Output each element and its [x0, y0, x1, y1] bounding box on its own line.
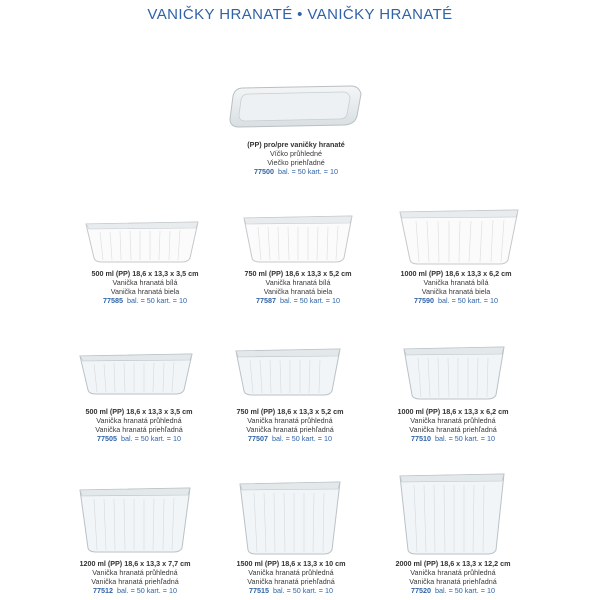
product-caption: [368, 559, 538, 595]
product-pack: bal. = 50 kart. = 10: [273, 586, 333, 595]
page-title: VANIČKY HRANATÉ • VANIČKY HRANATÉ: [147, 6, 453, 23]
product-line1: Vanička hranatá bílá: [265, 278, 331, 287]
product-line1: Vanička hranatá bílá: [112, 278, 178, 287]
product-head: 1000 ml (PP) 18,6 x 13,3 x 6,2 cm: [400, 269, 512, 278]
product-line2: Vanička hranatá priehľadná: [247, 577, 335, 586]
product-line2: Vanička hranatá biela: [110, 287, 180, 296]
lid-pack: bal. = 50 kart. = 10: [278, 167, 338, 176]
product-pack: bal. = 50 kart. = 10: [121, 434, 181, 443]
product-image-77512: [76, 484, 194, 559]
product-image-77505: [76, 350, 196, 401]
product-line1: Vanička hranatá průhledná: [248, 568, 334, 577]
product-caption: [50, 559, 220, 595]
product-caption: [205, 407, 375, 443]
product-code: 77505: [97, 434, 118, 443]
product-head: 500 ml (PP) 18,6 x 13,3 x 3,5 cm: [85, 407, 193, 416]
lid-line1: Víčko průhledné: [270, 149, 322, 158]
product-line1: Vanička hranatá průhledná: [92, 568, 178, 577]
product-line2: Vanička hranatá biela: [263, 287, 333, 296]
product-pack: bal. = 50 kart. = 10: [435, 586, 495, 595]
product-line1: Vanička hranatá průhledná: [96, 416, 182, 425]
product-image-77510: [400, 343, 508, 406]
product-caption: [371, 269, 541, 305]
product-head: 1000 ml (PP) 18,6 x 13,3 x 6,2 cm: [397, 407, 509, 416]
product-code: 77510: [411, 434, 432, 443]
product-head: 750 ml (PP) 18,6 x 13,3 x 5,2 cm: [236, 407, 344, 416]
product-caption: [54, 407, 224, 443]
product-pack: bal. = 50 kart. = 10: [272, 434, 332, 443]
product-line1: Vanička hranatá průhledná: [247, 416, 333, 425]
product-head: 1500 ml (PP) 18,6 x 13,3 x 10 cm: [236, 559, 346, 568]
product-code: 77590: [414, 296, 435, 305]
product-line2: Vanička hranatá priehľadná: [91, 577, 179, 586]
product-code: 77520: [411, 586, 432, 595]
product-image-77507: [232, 345, 344, 402]
lid-image: [225, 82, 365, 132]
product-code: 77512: [93, 586, 114, 595]
product-image-77515: [236, 478, 344, 561]
product-head: 500 ml (PP) 18,6 x 13,3 x 3,5 cm: [91, 269, 199, 278]
product-line2: Vanička hranatá priehľadná: [95, 425, 183, 434]
product-line2: Vanička hranatá priehľadná: [246, 425, 334, 434]
product-line1: Vanička hranatá průhledná: [410, 568, 496, 577]
lid-caption: [211, 140, 381, 176]
product-line1: Vanička hranatá průhledná: [410, 416, 496, 425]
product-image-77590: [396, 206, 522, 271]
product-caption: [206, 559, 376, 595]
product-head: 1200 ml (PP) 18,6 x 13,3 x 7,7 cm: [79, 559, 191, 568]
product-image-77585: [82, 218, 202, 269]
product-code: 77585: [103, 296, 124, 305]
lid-code: 77500: [254, 167, 275, 176]
product-image-77587: [240, 212, 356, 269]
product-pack: bal. = 50 kart. = 10: [127, 296, 187, 305]
product-pack: bal. = 50 kart. = 10: [280, 296, 340, 305]
product-line2: Vanička hranatá priehľadná: [409, 577, 497, 586]
product-code: 77515: [249, 586, 270, 595]
product-line1: Vanička hranatá bílá: [423, 278, 489, 287]
product-pack: bal. = 50 kart. = 10: [117, 586, 177, 595]
product-code: 77507: [248, 434, 269, 443]
product-image-77520: [396, 470, 508, 561]
product-line2: Vanička hranatá priehľadná: [409, 425, 497, 434]
lid-line2: Viečko priehľadné: [267, 158, 325, 167]
product-pack: bal. = 50 kart. = 10: [435, 434, 495, 443]
product-caption: [368, 407, 538, 443]
product-head: 750 ml (PP) 18,6 x 13,3 x 5,2 cm: [244, 269, 352, 278]
product-line2: Vanička hranatá biela: [421, 287, 491, 296]
lid-head: (PP) pro/pre vaničky hranaté: [247, 140, 345, 149]
product-caption: [60, 269, 230, 305]
product-caption: [213, 269, 383, 305]
product-head: 2000 ml (PP) 18,6 x 13,3 x 12,2 cm: [395, 559, 511, 568]
product-pack: bal. = 50 kart. = 10: [438, 296, 498, 305]
product-code: 77587: [256, 296, 277, 305]
